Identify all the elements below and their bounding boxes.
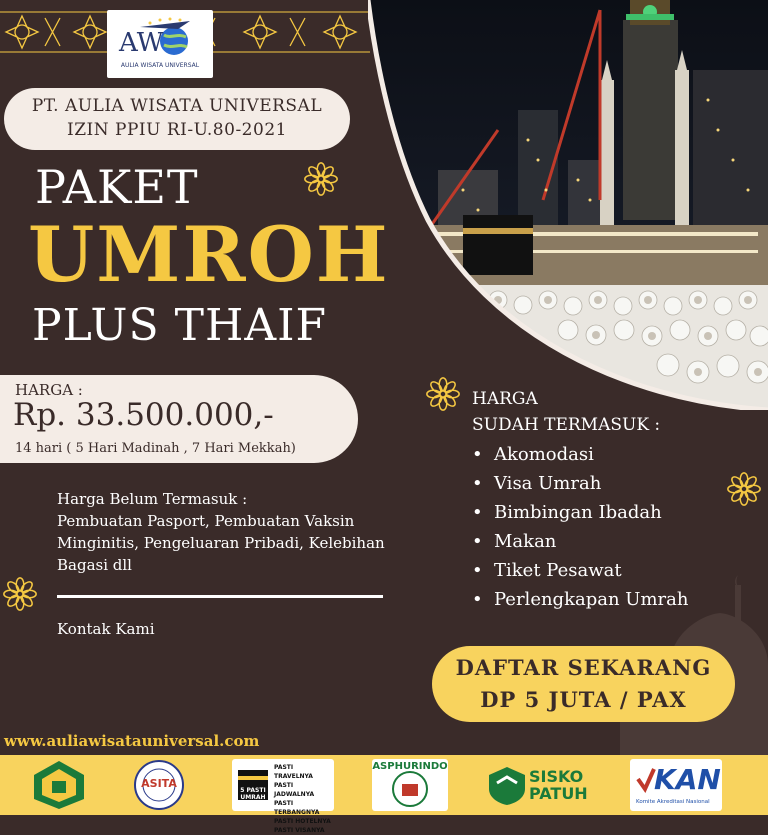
company-name: PT. AULIA WISATA UNIVERSAL — [31, 96, 323, 116]
included-list — [470, 440, 688, 614]
kan-caption: Komite Akreditasi Nasional — [636, 799, 710, 805]
sisko-shield-icon — [487, 765, 527, 805]
list-item: PASTI HOTELNYA — [274, 818, 331, 825]
company-license: IZIN PPIU RI-U.80-2021 — [67, 120, 287, 140]
sisko-patuh-logo — [487, 759, 592, 811]
checkmark-icon — [636, 767, 656, 793]
list-item: • Visa Umrah — [470, 469, 688, 498]
price-pill — [0, 375, 358, 463]
sisko-line2: PATUH — [529, 784, 588, 803]
asita-text: ASITA — [141, 777, 177, 790]
kan-text: KAN — [654, 763, 721, 796]
five-pasti-title: 5 PASTI UMRAH — [240, 787, 266, 801]
price-label: HARGA : — [15, 381, 83, 399]
list-item: PASTI JADWALNYA — [274, 782, 315, 798]
included-title-line1: HARGA — [472, 389, 538, 409]
website-link[interactable]: www.auliawisatauniversal.com — [4, 732, 260, 750]
logo-initials: AW — [119, 28, 164, 58]
list-item: • Makan — [470, 527, 688, 556]
list-item: • Akomodasi — [470, 440, 688, 469]
list-item: • Bimbingan Ibadah — [470, 498, 688, 527]
flower-ornament-icon — [302, 160, 340, 198]
asphurindo-text: ASPHURINDO — [372, 761, 448, 772]
headline-plus-thaif: PLUS THAIF — [32, 300, 328, 351]
included-title — [472, 386, 660, 438]
logo-caption: AULIA WISATA UNIVERSAL — [120, 62, 200, 69]
headline-umroh: UMROH — [28, 210, 390, 299]
cta-line2: DP 5 JUTA / PAX — [480, 687, 687, 712]
headline-paket: PAKET — [35, 160, 199, 214]
five-pasti-umrah-logo — [232, 759, 334, 834]
list-item: PASTI VISANYA — [274, 827, 325, 834]
not-included-title: Harga Belum Termasuk : — [57, 490, 248, 508]
list-item: PASTI TERBANGNYA — [274, 800, 320, 816]
not-included-body: Pembuatan Pasport, Pembuatan Vaksin Minginitis, Pengeluaran Pribadi, Kelebihan Bagasi dll — [57, 512, 385, 574]
kemenag-logo-icon — [30, 759, 88, 811]
divider — [57, 595, 383, 598]
list-item: • Perlengkapan Umrah — [470, 585, 688, 614]
makkah-photo — [368, 0, 768, 410]
list-item: • Tiket Pesawat — [470, 556, 688, 585]
kaaba-icon — [235, 762, 271, 808]
kan-logo — [630, 759, 722, 811]
flower-ornament-icon — [1, 575, 39, 613]
flower-ornament-icon — [725, 470, 763, 508]
company-info-pill — [4, 88, 350, 150]
flower-ornament-icon — [424, 375, 462, 413]
asphurindo-logo — [372, 759, 448, 811]
price-value: Rp. 33.500.000,- — [13, 397, 274, 433]
included-title-line2: SUDAH TERMASUK : — [472, 415, 661, 435]
register-now-button[interactable] — [432, 646, 735, 722]
footer-badges — [0, 755, 768, 834]
five-pasti-lines — [274, 763, 334, 835]
contact-label[interactable]: Kontak Kami — [57, 620, 155, 638]
cta-line1: DAFTAR SEKARANG — [455, 655, 712, 680]
asphurindo-emblem-icon — [390, 769, 430, 809]
price-duration: 14 hari ( 5 Hari Madinah , 7 Hari Mekkah) — [15, 441, 296, 456]
sisko-line1: SISKO — [529, 767, 584, 786]
list-item: PASTI TRAVELNYA — [274, 764, 313, 780]
not-included-section — [57, 488, 397, 576]
asita-logo — [125, 759, 193, 811]
company-logo — [107, 10, 213, 78]
